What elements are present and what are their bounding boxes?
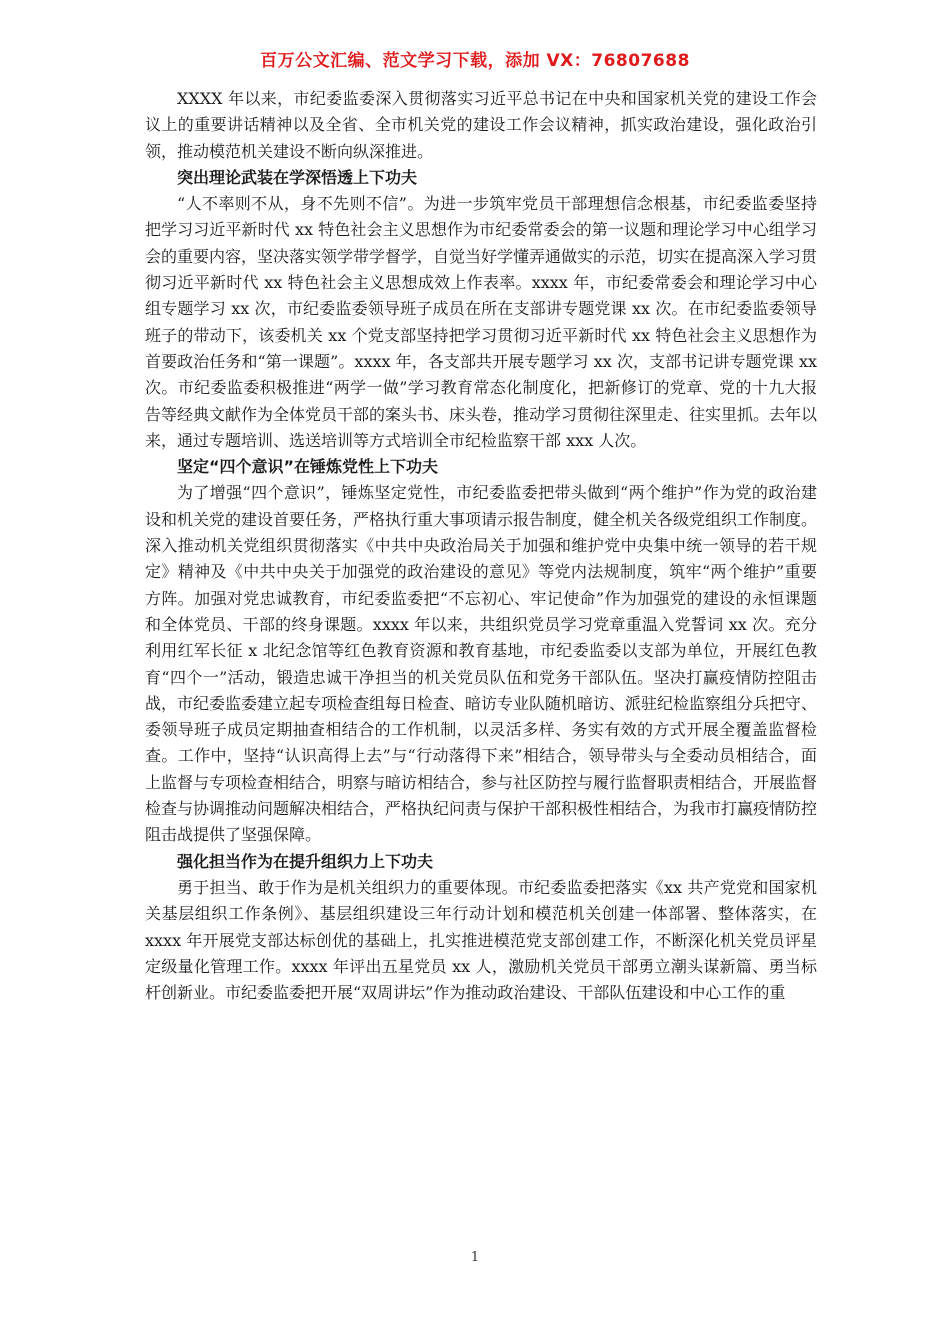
section-heading-consciousness: 坚定“四个意识”在锤炼党性上下功夫 xyxy=(177,457,439,477)
page-number: 1 xyxy=(470,1250,480,1265)
document-body xyxy=(145,86,817,1006)
section-heading-theory: 突出理论武装在学深悟透上下功夫 xyxy=(177,167,418,187)
section-paragraph-theory: “人不率则不从，身不先则不信”。为进一步筑牢党员干部理想信念根基，市纪委监委坚持把学习习近平新时代 xx 特色社会主义思想作为市纪委常委会的第一议题和理论学习中心组学习会的重要内容，坚决落实领学带学督学，自觉当好学懂弄通做实的示范，切实在提高深入学习贯彻习近平新时代 xx 特色社会主义思想成效上作表率。xxxx 年，市纪委常委会和理论学习中心组专题学习 xx 次，市纪委监委领导班子成员在所在支部讲专题党课 xx 次。在市纪委监委领导班子的带动下，该委机关 xx 个党支部坚持把学习贯彻习近平新时代 xx 特色社会主义思想作为首要政治任务和“第一课题”。xxxx 年，各支部共开展专题学习 xx 次，支部书记讲专题党课 xx 次。市纪委监委积极推进“两学一做”学习教育常态化制度化，把新修订的党章、党的十九大报告等经典文献作为全体党员干部的案头书、床头卷，推动学习贯彻往深里走、往实里抓。去年以来，通过专题培训、选送培训等方式培训全市纪检监察干部 xxx 人次。 xyxy=(145,194,818,450)
header-watermark: 百万公文汇编、范文学习下载，添加 VX：76807688 xyxy=(260,51,690,71)
section-paragraph-organization: 勇于担当、敢于作为是机关组织力的重要体现。市纪委监委把落实《xx 共产党党和国家机关基层组织工作条例》、基层组织建设三年行动计划和模范机关创建一体部署、整体落实，在 xxxx 年开展党支部达标创优的基础上，扎实推进模范党支部创建工作，不断深化机关党员评星定级量化管理工作。xxxx 年评出五星党员 xx 人，激励机关党员干部勇立潮头谋新篇、勇当标杆创新业。市纪委监委把开展“双周讲坛”作为推动政治建设、干部队伍建设和中心工作的重 xyxy=(145,877,817,1003)
intro-paragraph: XXXX 年以来，市纪委监委深入贯彻落实习近平总书记在中央和国家机关党的建设工作会议上的重要讲话精神以及全省、全市机关党的建设工作会议精神，抓实政治建设，强化政治引领，推动模范机关建设不断向纵深推进。 xyxy=(145,89,817,161)
section-paragraph-consciousness: 为了增强“四个意识”，锤炼坚定党性，市纪委监委把带头做到“两个维护”作为党的政治建设和机关党的建设首要任务，严格执行重大事项请示报告制度，健全机关各级党组织工作制度。深入推动机关党组织贯彻落实《中共中央政治局关于加强和维护党中央集中统一领导的若干规定》精神及《中共中央关于加强党的政治建设的意见》等党内法规制度，筑牢“两个维护”重要方阵。加强对党忠诚教育，市纪委监委把“不忘初心、牢记使命”作为加强党的建设的永恒课题和全体党员、干部的终身课题。xxxx 年以来，共组织党员学习党章重温入党誓词 xx 次。充分利用红军长征 x 北纪念馆等红色教育资源和教育基地，市纪委监委以支部为单位，开展红色教育“四个一”活动，锻造忠诚干净担当的机关党员队伍和党务干部队伍。坚决打赢疫情防控阻击战，市纪委监委建立起专项检查组每日检查、暗访专业队随机暗访、派驻纪检监察组分兵把守、委领导班子成员定期抽查相结合的工作机制，以灵活多样、务实有效的方式开展全覆盖监督检查。工作中，坚持“认识高得上去”与“行动落得下来”相结合，领导带头与全委动员相结合，面上监督与专项检查相结合，明察与暗访相结合，参与社区防控与履行监督职责相结合，开展监督检查与协调推动问题解决相结合，严格执纪问责与保护干部积极性相结合，为我市打赢疫情防控阻击战提供了坚强保障。 xyxy=(145,483,818,845)
section-heading-organization: 强化担当作为在提升组织力上下功夫 xyxy=(177,851,434,871)
